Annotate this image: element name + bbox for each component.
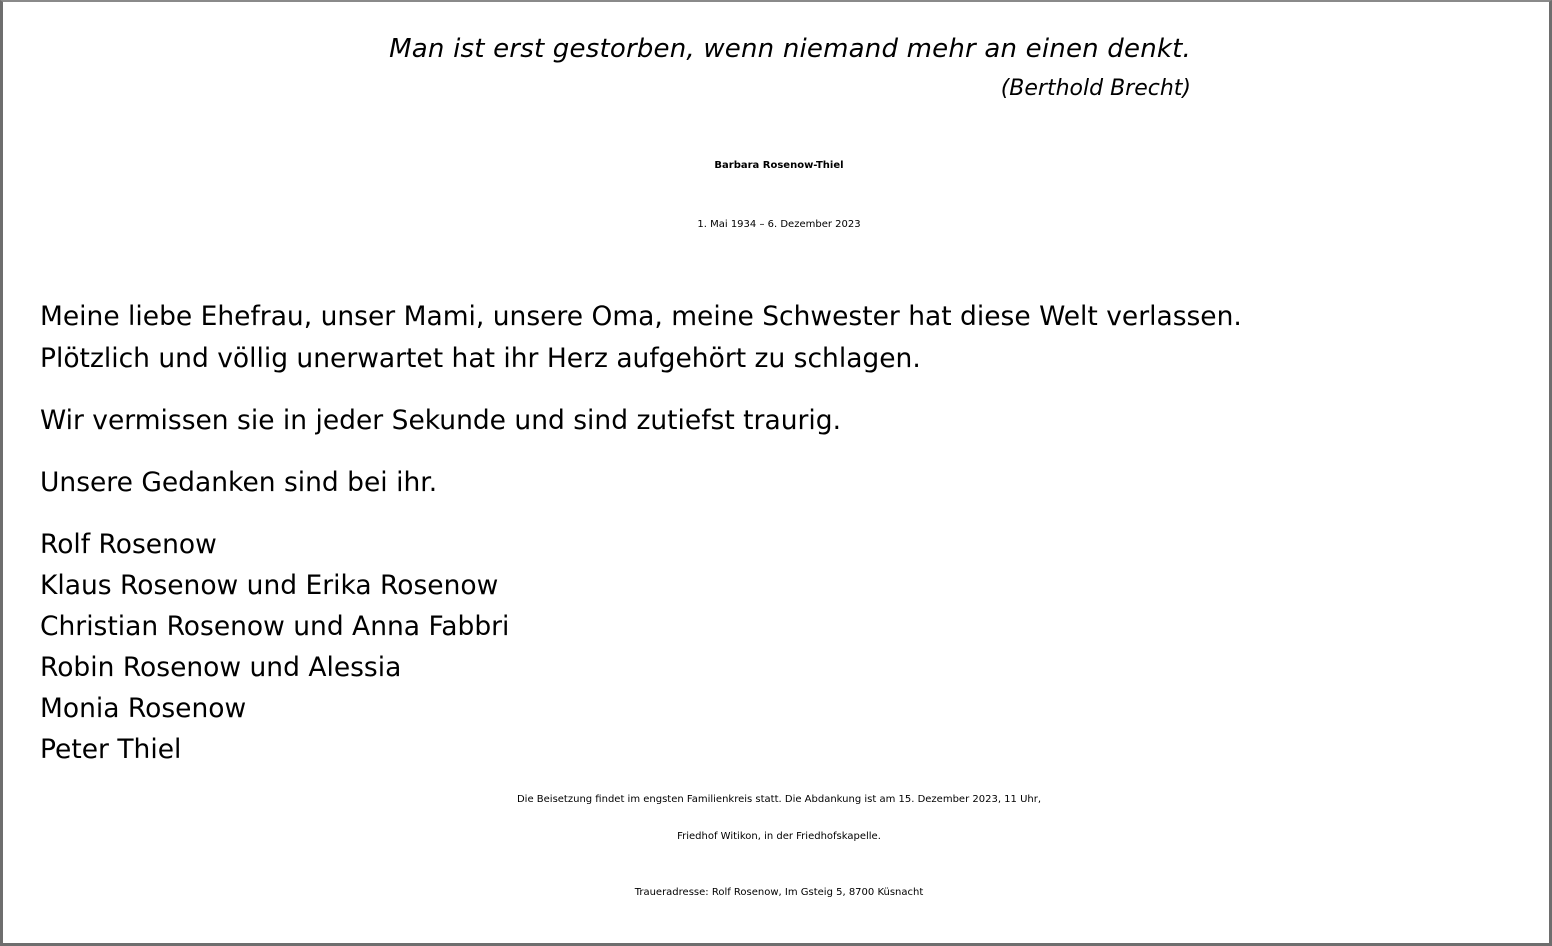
mourning-address: Traueradresse: Rolf Rosenow, Im Gsteig 5, 8700 Küsnacht xyxy=(634,887,924,898)
message-line-4: Unsere Gedanken sind bei ihr. xyxy=(40,467,438,498)
life-dates: 1. Mai 1934 – 6. Dezember 2023 xyxy=(697,219,861,230)
deceased-name: Barbara Rosenow-Thiel xyxy=(714,160,844,171)
message-line-3: Wir vermissen sie in jeder Sekunde und sind zutiefst traurig. xyxy=(40,405,841,436)
mourner-name: Monia Rosenow xyxy=(40,693,247,724)
funeral-info-line-1: Die Beisetzung findet im engsten Familienkreis statt. Die Abdankung ist am 15. Dezember 2023, 11 Uhr, xyxy=(516,794,1042,805)
mourner-name: Christian Rosenow und Anna Fabbri xyxy=(40,611,510,642)
quote-author: (Berthold Brecht) xyxy=(1000,76,1191,101)
message-line-1: Meine liebe Ehefrau, unser Mami, unsere Oma, meine Schwester hat diese Welt verlassen. xyxy=(40,301,1242,332)
message-line-2: Plötzlich und völlig unerwartet hat ihr Herz aufgehört zu schlagen. xyxy=(40,343,921,374)
quote-text: Man ist erst gestorben, wenn niemand mehr an einen denkt. xyxy=(389,34,1191,64)
mourner-name: Peter Thiel xyxy=(40,734,182,765)
mourner-name: Klaus Rosenow und Erika Rosenow xyxy=(40,570,499,601)
funeral-info-line-2: Friedhof Witikon, in der Friedhofskapelle. xyxy=(677,831,881,842)
mourner-name: Robin Rosenow und Alessia xyxy=(40,652,402,683)
mourner-name: Rolf Rosenow xyxy=(40,529,217,560)
